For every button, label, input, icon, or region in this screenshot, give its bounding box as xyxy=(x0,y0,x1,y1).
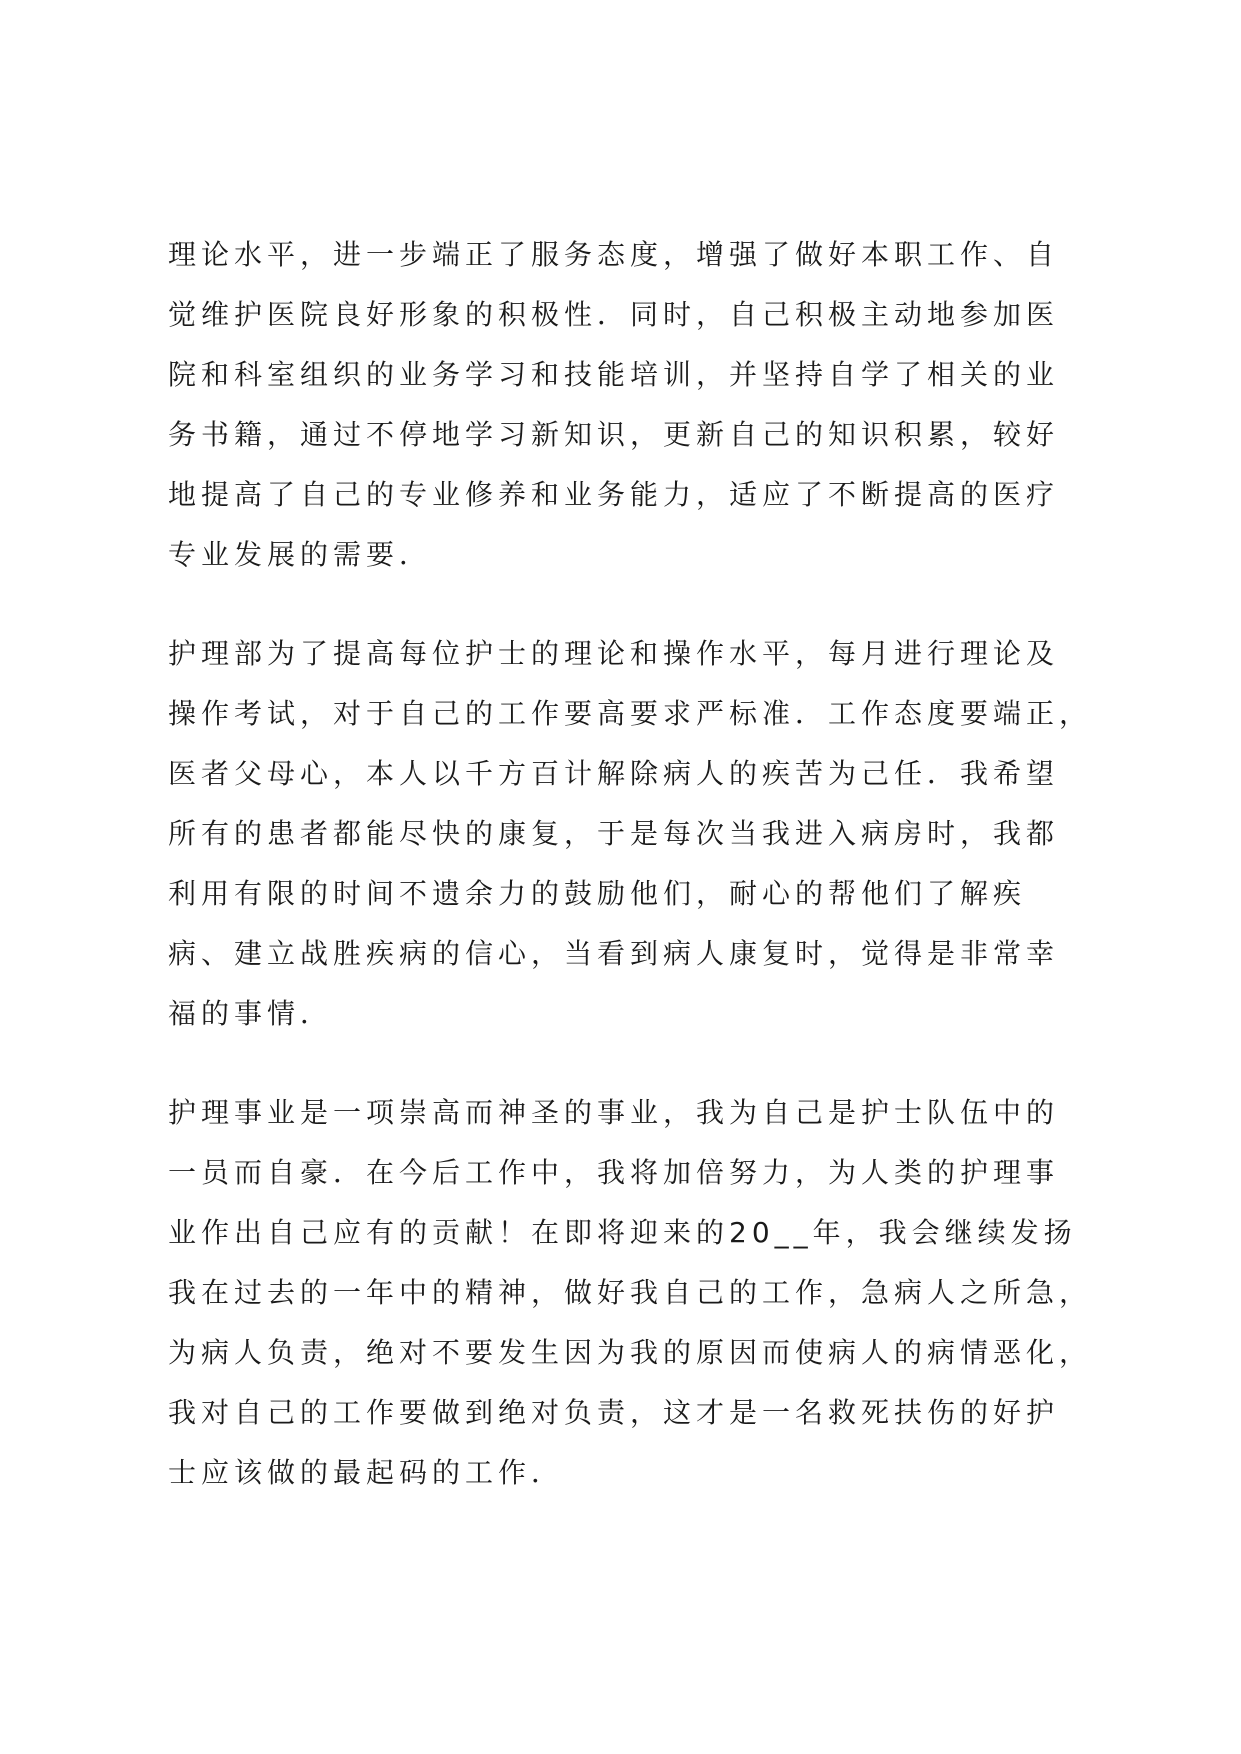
paragraph-line: 院和科室组织的业务学习和技能培训，并坚持自学了相关的业 xyxy=(168,358,1060,391)
paragraph-line: 专业发展的需要． xyxy=(168,538,433,571)
paragraph-line: 护理部为了提高每位护士的理论和操作水平，每月进行理论及 xyxy=(168,637,1060,670)
paragraph-line: 我对自己的工作要做到绝对负责，这才是一名救死扶伤的好护 xyxy=(168,1396,1060,1429)
paragraph-line: 地提高了自己的专业修养和业务能力，适应了不断提高的医疗 xyxy=(168,478,1060,511)
paragraph-line: 为病人负责，绝对不要发生因为我的原因而使病人的病情恶化， xyxy=(168,1336,1093,1369)
paragraph-line: 一员而自豪．在今后工作中，我将加倍努力，为人类的护理事 xyxy=(168,1156,1060,1189)
paragraph-line: 我在过去的一年中的精神，做好我自己的工作，急病人之所急， xyxy=(168,1276,1093,1309)
paragraph-line: 务书籍，通过不停地学习新知识，更新自己的知识积累，较好 xyxy=(168,418,1060,451)
paragraph-line: 理论水平，进一步端正了服务态度，增强了做好本职工作、自 xyxy=(168,238,1060,271)
paragraph-line: 士应该做的最起码的工作． xyxy=(168,1456,565,1489)
paragraph-line: 觉维护医院良好形象的积极性．同时，自己积极主动地参加医 xyxy=(168,298,1060,331)
paragraph-2 xyxy=(168,624,1093,1044)
paragraph-line: 病、建立战胜疾病的信心，当看到病人康复时，觉得是非常幸 xyxy=(168,937,1060,970)
paragraph-line: 护理事业是一项崇高而神圣的事业，我为自己是护士队伍中的 xyxy=(168,1096,1060,1129)
paragraph-1 xyxy=(168,225,1078,585)
paragraph-line: 福的事情． xyxy=(168,997,334,1030)
paragraph-line: 业作出自己应有的贡献！在即将迎来的20__年，我会继续发扬 xyxy=(168,1216,1077,1249)
paragraph-line: 操作考试，对于自己的工作要高要求严标准．工作态度要端正， xyxy=(168,697,1093,730)
paragraph-line: 医者父母心，本人以千方百计解除病人的疾苦为己任．我希望 xyxy=(168,757,1060,790)
paragraph-line: 所有的患者都能尽快的康复，于是每次当我进入病房时，我都 xyxy=(168,817,1060,850)
paragraph-3 xyxy=(168,1083,1093,1503)
paragraph-line: 利用有限的时间不遗余力的鼓励他们，耐心的帮他们了解疾 xyxy=(168,877,1027,910)
